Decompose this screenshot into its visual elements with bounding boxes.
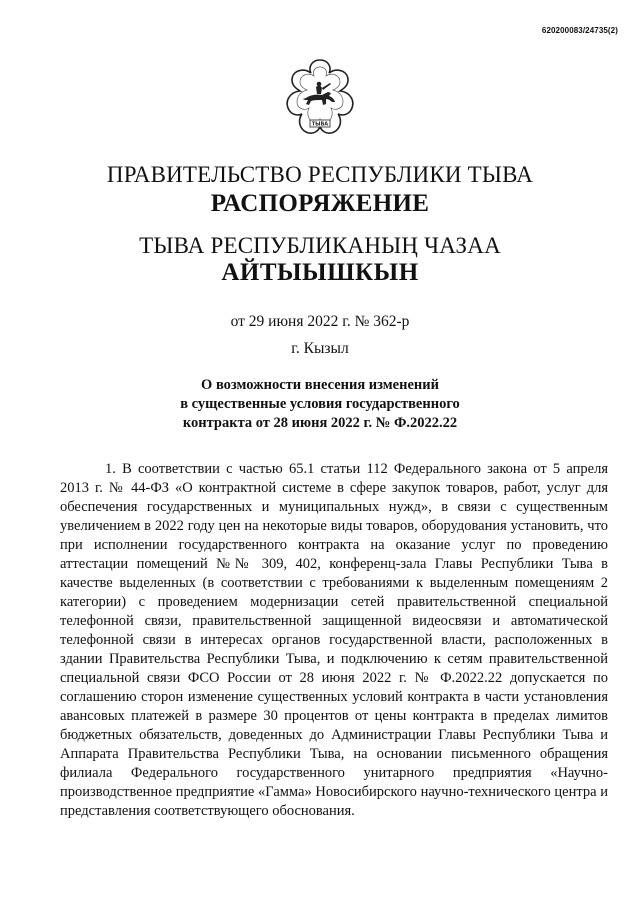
emblem-icon <box>282 57 358 139</box>
government-title-ru: ПРАВИТЕЛЬСТВО РЕСПУБЛИКИ ТЫВА <box>106 162 534 187</box>
paragraph-1: 1. В соответствии с частью 65.1 статьи 112 Федерального закона от 5 апреля 2013 г. № 44-ФЗ «О контрактной системе в сфере закупок товаров, работ, услуг для обеспечения государственных и муниципальных нужд», в связи с существенным увеличением в 2022 году цен на некоторые виды товаров, оборудования установить, что при исполнении государственного контракта на оказание услуг по проведению аттестации помещений №№ 309, 402, конференц-зала Главы Республики Тыва в качестве выделенных (в соответствии с требованиями к выделенным помещениям 2 категории) с проведением модернизации сетей правительственной специальной телефонной связи, правительственной защищенной видеосвязи и автоматической телефонной связи в интересах органов государственной власти, расположенных в здании Правительства Республики Тыва, и подключению к сетям правительственной специальной связи ФСО России от 28 июня 2022 г. № Ф.2022.22 допускается по соглашению сторон изменение существенных условий контракта в части установления авансовых платежей в размере 30 процентов от цены контракта в пределах лимитов бюджетных обязательств, доведенных до Администрации Главы Республики Тыва и Аппарата Правительства Республики Тыва, на основании письменного обращения филиала Федерального государственного унитарного предприятия «Научно-производственное предприятие «Гамма» Новосибирского научно-технического центра и представления соответствующего обоснования. <box>60 461 608 819</box>
order-title-ru: РАСПОРЯЖЕНИЕ <box>210 190 430 217</box>
order-date-number: от 29 июня 2022 г. № 362-р <box>230 313 410 330</box>
government-title-tv: ТЫВА РЕСПУБЛИКАНЫҢ ЧАЗАА <box>139 233 501 258</box>
order-title-tv: АЙТЫЫШКЫН <box>221 259 419 286</box>
document-number: 620200083/24735(2) <box>541 26 618 35</box>
subject-line: контракта от 28 июня 2022 г. № Ф.2022.22 <box>182 415 458 431</box>
subject-line: О возможности внесения изменений <box>201 377 439 393</box>
emblem-label: ТЫВА <box>311 121 329 128</box>
order-subject <box>0 376 640 433</box>
city: г. Кызыл <box>291 340 349 357</box>
subject-line: в существенные условия государственного <box>180 396 460 412</box>
